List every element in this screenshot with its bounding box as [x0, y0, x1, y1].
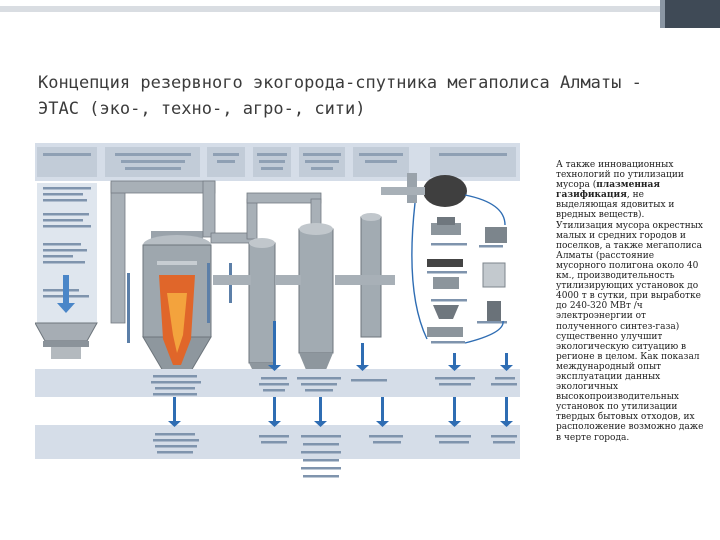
description-text	[556, 160, 704, 443]
generator-icon	[483, 227, 507, 287]
description-part1: А также инновационных технологий по утилизации мусора (	[556, 160, 684, 191]
description-bold: плазменная газификация	[556, 180, 660, 201]
top-strip	[0, 6, 720, 12]
process-diagram	[35, 143, 520, 488]
gas-turbine-icon	[431, 217, 461, 235]
feed-arrow	[63, 275, 69, 305]
top-dark-block	[665, 0, 720, 28]
hopper-icon	[35, 323, 97, 359]
slide-title: Концепция резервного экогорода-спутника мегаполиса Алматы - ЭТАС (эко-, техно-, агро-, сити)	[38, 73, 642, 119]
furnace-icon	[143, 231, 211, 385]
top-decoration-bar	[0, 0, 720, 18]
description-part2: , не выделяющая ядовитых и вредных веществ). Утилизация мусора окрестных малых и средних городов и поселков, а также мегаполиса Алматы (расстояние мусорного полигона около 40 км., производительность утилизирующих установок до 4000 т в сутки, при выработке до 240-320 МВт /ч электроэнергии от полученного синтез-газа) существенно улучшит экологическую ситуацию в регионе в целом. Как показал международный опыт эксплуатации данных экологичных высокопроизводительных установок по утилизации твердых бытовых отходов, их расположение возможно даже в черте города.	[556, 190, 704, 443]
